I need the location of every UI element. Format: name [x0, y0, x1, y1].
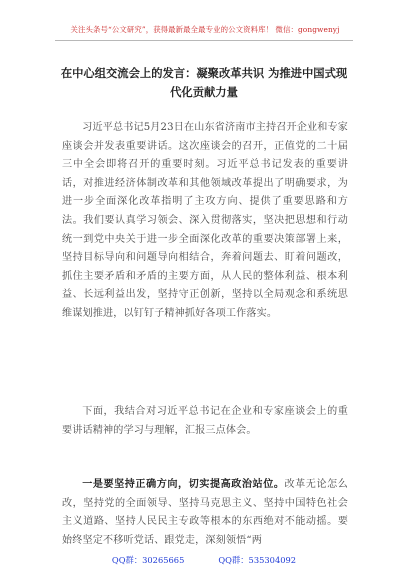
title-line-1: 在中心组交流会上的发言：凝聚改革共识 为推进中国式现 [60, 66, 348, 80]
document-title [52, 64, 356, 101]
footer-contacts [0, 554, 408, 566]
body-paragraph-2 [62, 403, 348, 440]
title-line-2: 代化贡献力量 [170, 84, 238, 99]
body-paragraph-3 [62, 476, 348, 550]
header-banner: 关注头条号“公文研究”，获得最新最全最专业的公文资料库！ 微信：gongwenyj [70, 25, 340, 34]
paragraph-text: 习近平总书记5月23日在山东省济南市主持召开企业和专家座谈会并发表重要讲话。这次座谈会的召开，正值党的二十届三中全会即将召开的重要时刻。习近平总书记发表的重要讲话，对推进经济体制改革和其他领域改革提出了明确要求，为进一步全面深化改革指明了主攻方向、提供了重要思路和方法。我们要认真学习领会、深入贯彻落实，坚决把思想和行动统一到党中央关于进一步全面深化改革的重要决策部署上来，坚持目标导向和问题导向相结合，奔着问题去、盯着问题改，抓住主要矛盾和矛盾的主要方面，从人民的整体利益、根本利益、长远利益出发，坚持守正创新，坚持以全局观念和系统思维谋划推进，以钉钉子精神抓好各项工作落实。 [62, 122, 348, 319]
paragraph-text [62, 476, 348, 550]
footer-qq-group-1: QQ群：30265665 [111, 555, 185, 565]
paragraph-text: 下面，我结合对习近平总书记在企业和专家座谈会上的重要讲话精神的学习与理解，汇报三点体会。 [62, 406, 348, 436]
body-paragraph-1 [62, 119, 348, 324]
header-divider [55, 40, 353, 41]
paragraph-body: 改革无论怎么改，坚持党的全面领导、坚持马克思主义、坚持中国特色社会主义道路、坚持人民民主专政等根本的东西绝对不能动摇。要始终坚定不移听党话、跟党走，深刻领悟“两 [62, 479, 348, 546]
paragraph-lead: 一是要坚持正确方向，切实提高政治站位。 [82, 479, 285, 490]
footer-qq-group-2: QQ群：535304092 [218, 555, 297, 565]
